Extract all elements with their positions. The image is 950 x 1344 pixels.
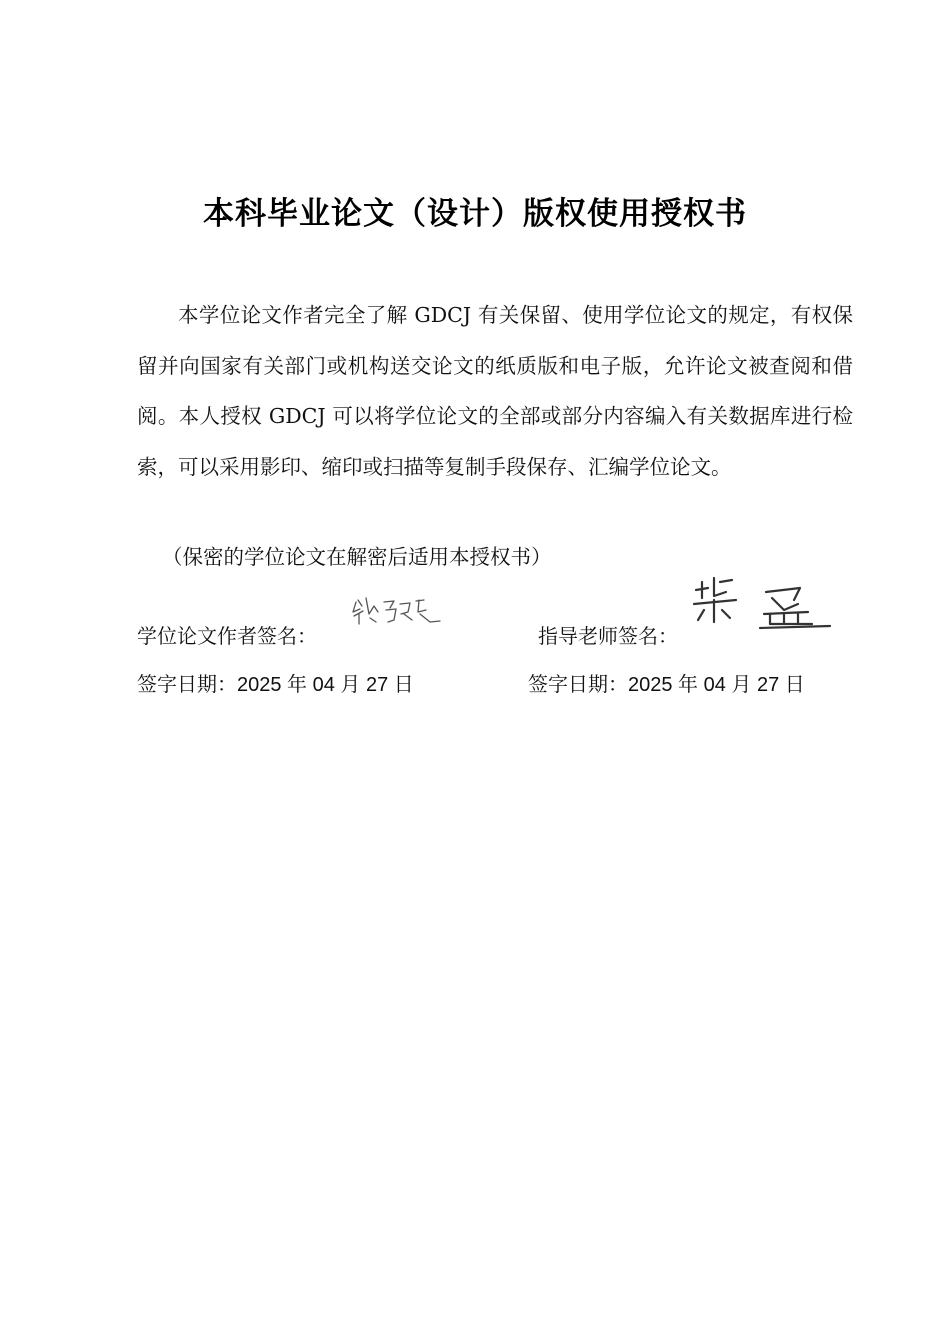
author-sign-date: 签字日期：2025 年 04 月 27 日 [137, 674, 414, 696]
author-signature-image [350, 592, 445, 632]
advisor-sign-date: 签字日期：2025 年 04 月 27 日 [528, 674, 805, 696]
authorization-paragraph: 本学位论文作者完全了解 GDCJ 有关保留、使用学位论文的规定，有权保留并向国家有关部门或机构送交论文的纸质版和电子版，允许论文被查阅和借阅。本人授权 GDCJ 可以将学位论文的全部或部分内容编入有关数据库进行检索，可以采用影印、缩印或扫描等复制手段保存、汇编学位论文。 [137, 303, 853, 479]
confidential-note: （保密的学位论文在解密后适用本授权书） [162, 545, 552, 569]
author-signature-label: 学位论文作者签名： [137, 624, 317, 648]
advisor-signature-image [688, 570, 838, 632]
document-title: 本科毕业论文（设计）版权使用授权书 [203, 196, 747, 232]
advisor-signature-label: 指导老师签名： [538, 624, 678, 648]
